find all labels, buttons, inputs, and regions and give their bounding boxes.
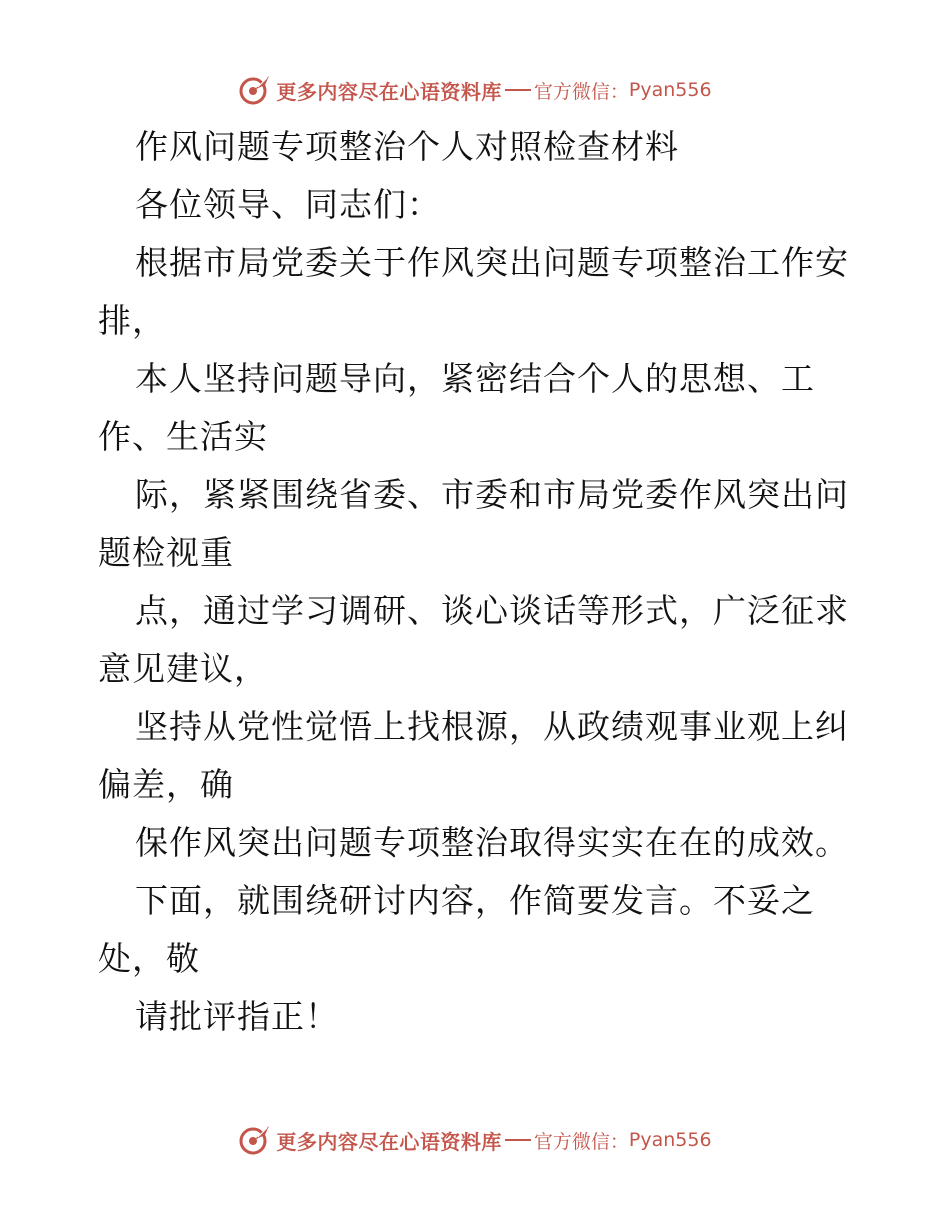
document-line: 作、生活实 — [98, 417, 268, 456]
header-banner — [0, 70, 950, 110]
document-body — [98, 118, 858, 1046]
document-line: 请批评指正！ — [135, 997, 339, 1036]
document-line: 排， — [98, 301, 166, 340]
document-line: 意见建议， — [98, 649, 268, 688]
document-line: 作风问题专项整治个人对照检查材料 — [135, 127, 679, 166]
document-line: 各位领导、同志们： — [135, 185, 441, 224]
document-line: 点，通过学习调研、谈心谈话等形式，广泛征求 — [135, 591, 849, 630]
document-line: 下面，就围绕研讨内容，作简要发言。不妥之 — [135, 881, 815, 920]
banner-main-text: 更多内容尽在心语资料库 — [276, 1129, 502, 1154]
document-line: 坚持从党性觉悟上找根源，从政绩观事业观上纠 — [135, 707, 849, 746]
document-line: 偏差，确 — [98, 765, 234, 804]
document-line: 保作风突出问题专项整治取得实实在在的成效。 — [135, 823, 849, 862]
banner-wechat-id: Pyan556 — [628, 1129, 712, 1151]
quill-logo-icon — [238, 1123, 272, 1157]
banner-dash — [505, 1139, 531, 1141]
document-line: 处，敬 — [98, 939, 200, 978]
banner-sub-text: 官方微信： — [533, 80, 629, 103]
document-line: 本人坚持问题导向，紧密结合个人的思想、工 — [135, 359, 815, 398]
document-line: 根据市局党委关于作风突出问题专项整治工作安 — [135, 243, 849, 282]
quill-logo-icon — [238, 73, 272, 107]
footer-banner — [0, 1120, 950, 1160]
banner-dash — [505, 89, 531, 91]
document-line: 题检视重 — [98, 533, 234, 572]
banner-wechat-id: Pyan556 — [628, 79, 712, 101]
document-line: 际，紧紧围绕省委、市委和市局党委作风突出问 — [135, 475, 849, 514]
banner-sub-text: 官方微信： — [533, 1130, 629, 1153]
banner-main-text: 更多内容尽在心语资料库 — [276, 79, 502, 104]
